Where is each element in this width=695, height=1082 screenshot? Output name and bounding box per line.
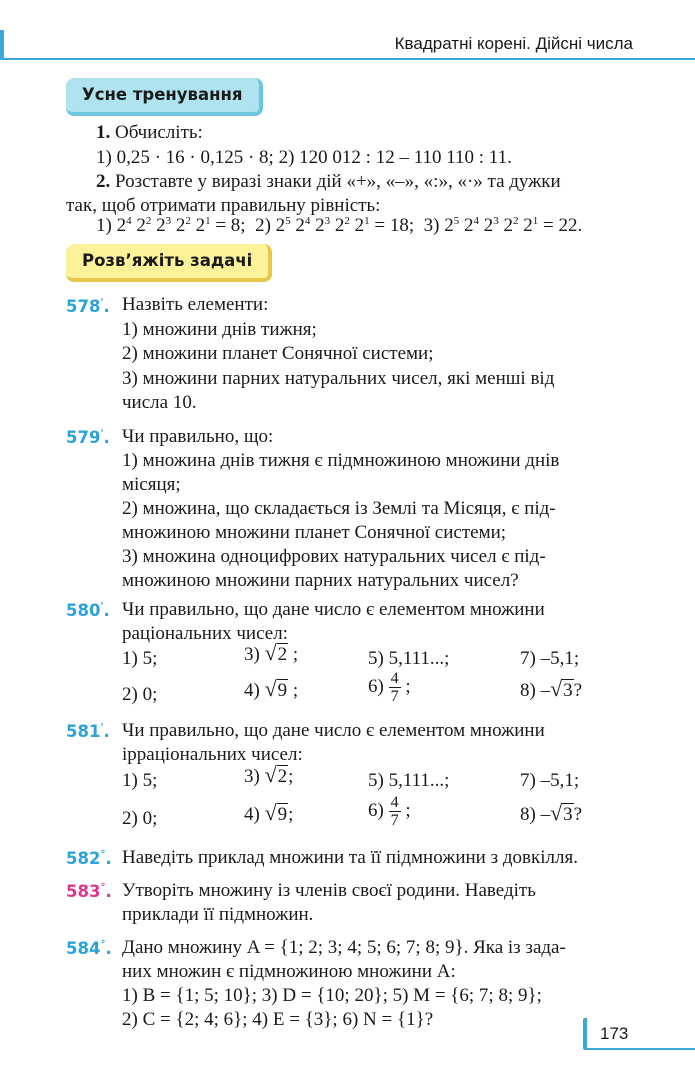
option: 7) –5,1;	[520, 648, 580, 669]
option: 4) √9;	[244, 800, 294, 825]
task-2-number: 2.	[96, 171, 111, 192]
option: 6) $\frac{4}{7}$ ;	[368, 794, 411, 829]
problem-578-line: 1) множини днів тижня;	[122, 319, 317, 340]
page-number: 173	[600, 1024, 629, 1043]
problem-581-line: ірраціональних чисел:	[122, 744, 303, 765]
option: 7) –5,1;	[520, 770, 580, 791]
header-accent	[0, 30, 4, 60]
task-2-text: Розставте у виразі знаки дій «+», «–», «:», «·» та дужки	[115, 171, 561, 192]
task-1-text: Обчисліть:	[115, 122, 203, 143]
page-number-rule	[586, 1048, 695, 1050]
problem-579-line: 2) множина, що складається із Землі та Місяця, є під-	[122, 498, 556, 519]
option: 2) 0;	[122, 808, 158, 829]
problem-579-line: множиною множини планет Сонячної системи;	[122, 522, 507, 543]
option: 1) 5;	[122, 648, 158, 669]
task-1	[96, 121, 203, 145]
problem-579-line: місяця;	[122, 474, 181, 495]
problem-582-text: Наведіть приклад множини та її підмножини з довкілля.	[122, 847, 578, 868]
task-2-text-cont: так, щоб отримати правильну рівність:	[66, 195, 381, 216]
problem-581-number: 581'.	[66, 722, 110, 741]
task-1-number: 1.	[96, 122, 111, 143]
task-1-items: 1) 0,25 · 16 · 0,125 · 8; 2) 120 012 : 12 – 110 110 : 11.	[96, 147, 512, 168]
problem-584-line: них множин є підмножиною множини A:	[122, 961, 456, 982]
problem-579-line: 1) множина днів тижня є підмножиною множини днів	[122, 450, 560, 471]
option: 2) 0;	[122, 684, 158, 705]
task-2-equations: 1) $2^4$ $2^2$ $2^3$ $2^2$ $2^1 = 8$; 2) $2^5$ $2^4$ $2^3$ $2^2$ $2^1 = 18$; 3) $2^5$ $2^4$ $2^3$ $2^2$ $2^1 = 22$.	[96, 215, 583, 236]
option: 8) –√3?	[520, 800, 583, 825]
problem-584-line: Дано множину A = {1; 2; 3; 4; 5; 6; 7; 8; 9}. Яка із зада-	[122, 937, 566, 958]
problem-579-line: 3) множина одноцифрових натуральних чисел є під-	[122, 546, 546, 567]
problem-579-line: Чи правильно, що:	[122, 426, 274, 447]
option: 8) –√3?	[520, 676, 583, 701]
problem-579-number: 579'.	[66, 428, 110, 447]
problem-580-line: Чи правильно, що дане число є елементом множини	[122, 599, 545, 620]
page-number-accent	[583, 1018, 587, 1050]
option: 1) 5;	[122, 770, 158, 791]
problem-578-number: 578'.	[66, 297, 110, 316]
header-rule	[0, 58, 695, 60]
problem-584-options: 2) C = {2; 4; 6}; 4) E = {3}; 6) N = {1}?	[122, 1009, 434, 1030]
problem-578-line: числа 10.	[122, 392, 197, 413]
problem-578-line: 2) множини планет Сонячної системи;	[122, 343, 434, 364]
option: 4) √9 ;	[244, 676, 299, 701]
problem-584-options: 1) B = {1; 5; 10}; 3) D = {10; 20}; 5) M = {6; 7; 8; 9};	[122, 985, 542, 1006]
problem-581-line: Чи правильно, що дане число є елементом множини	[122, 720, 545, 741]
option: 5) 5,111...;	[368, 648, 450, 669]
problem-578-line: Назвіть елементи:	[122, 294, 269, 315]
problem-582-number: 582°.	[66, 849, 112, 868]
problem-583-line: приклади її підмножин.	[122, 904, 314, 925]
option: 3) √2;	[244, 762, 294, 787]
problem-578-line: 3) множини парних натуральних чисел, які менші від	[122, 368, 555, 389]
option: 3) √2 ;	[244, 640, 299, 665]
problem-580-line: раціональних чисел:	[122, 623, 288, 644]
option: 5) 5,111...;	[368, 770, 450, 791]
problem-583-number: 583°.	[66, 882, 112, 901]
oral-training-badge: Усне тренування	[66, 78, 263, 116]
task-2	[96, 170, 561, 194]
problem-579-line: множиною множини парних натуральних чисел?	[122, 570, 519, 591]
problem-583-line: Утворіть множину із членів своєї родини. Наведіть	[122, 880, 536, 901]
solve-problems-badge: Розв’яжіть задачі	[66, 244, 272, 282]
problem-580-number: 580'.	[66, 601, 110, 620]
option: 6) $\frac{4}{7}$ ;	[368, 670, 411, 705]
running-header: Квадратні корені. Дійсні числа	[394, 34, 633, 53]
problem-584-number: 584°.	[66, 939, 112, 958]
